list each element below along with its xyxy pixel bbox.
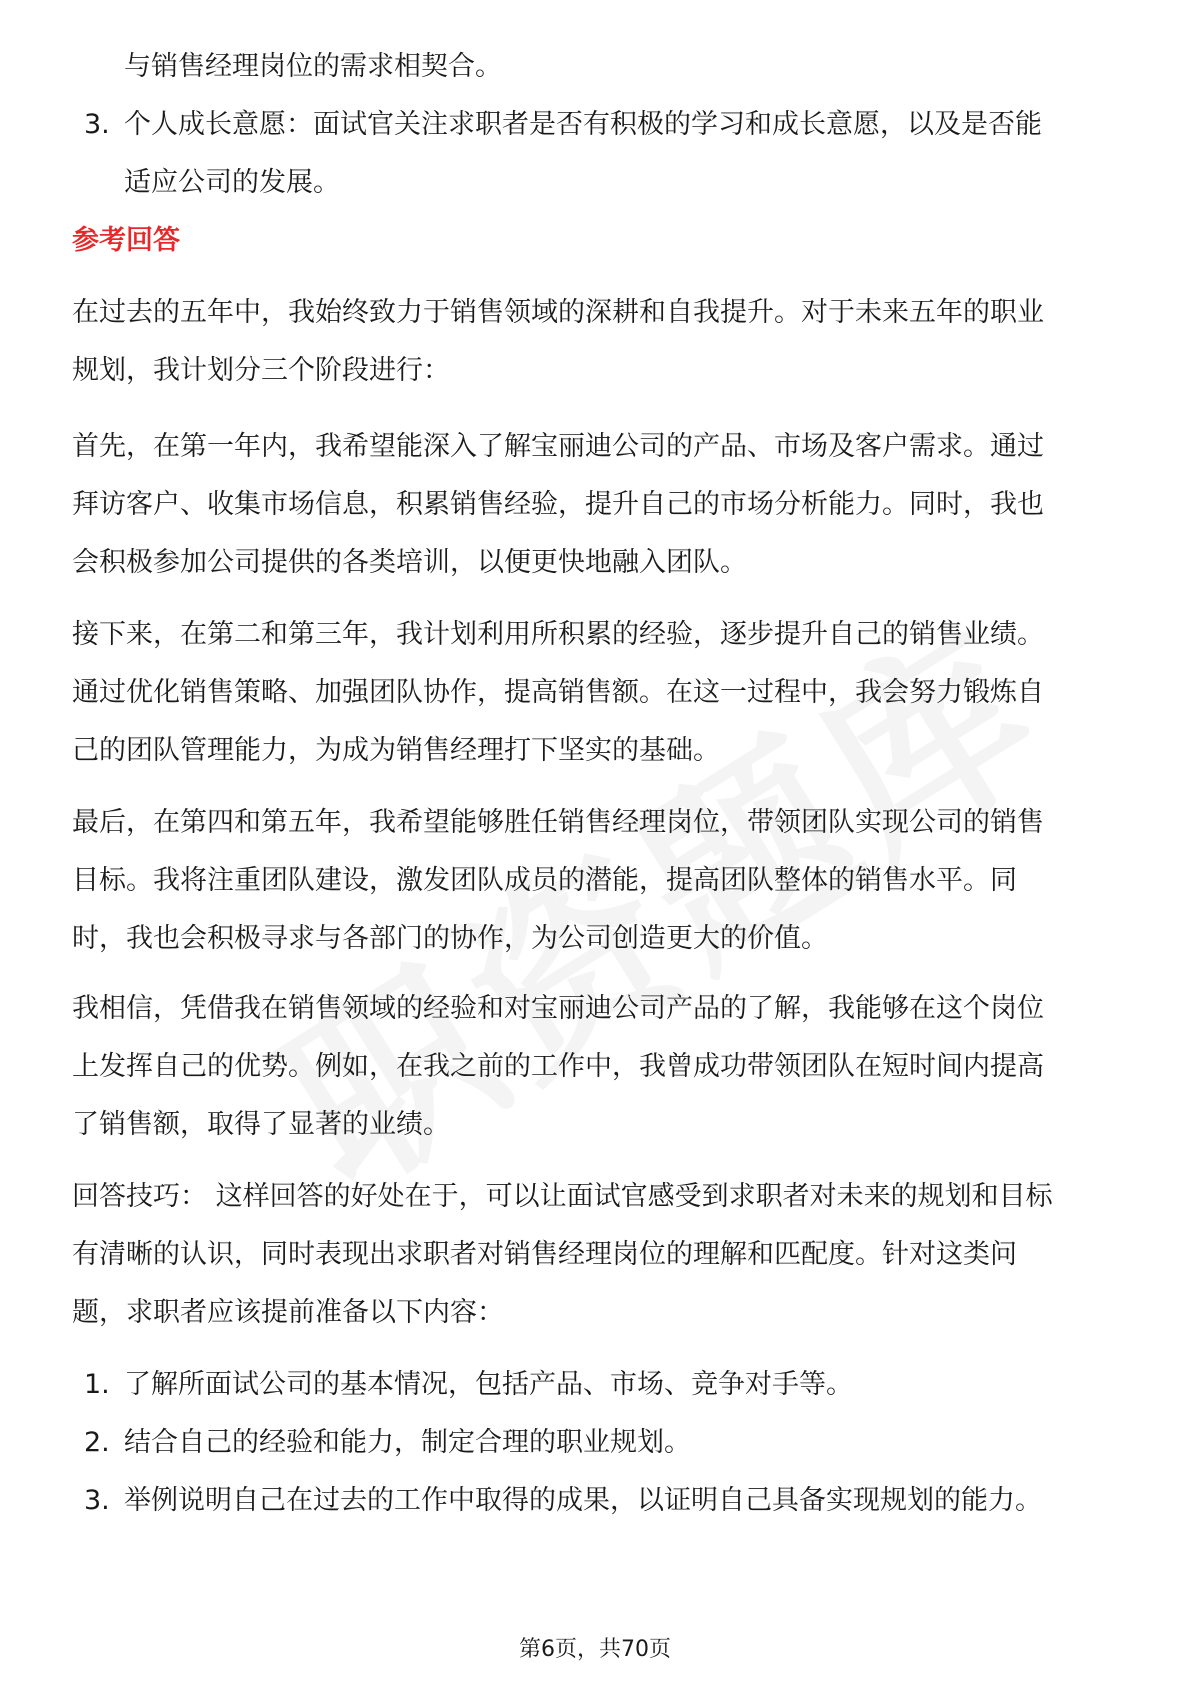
- list-text: 个人成长意愿：面试官关注求职者是否有积极的学习和成长意愿，以及是否能: [124, 109, 1042, 140]
- list-item-continuation: 与销售经理岗位的需求相契合。: [124, 51, 502, 82]
- paragraph-line: 会积极参加公司提供的各类培训，以便更快地融入团队。: [72, 547, 747, 578]
- list-item: [72, 1356, 1042, 1414]
- list-item: [72, 1472, 1042, 1530]
- page-footer: 第6页，共70页: [519, 1637, 671, 1662]
- paragraph-2: [72, 418, 1044, 592]
- list-item: [72, 96, 1132, 154]
- paragraph-6: [72, 1168, 1053, 1342]
- list-item: [72, 1414, 1042, 1472]
- paragraph-line: 首先，在第一年内，我希望能深入了解宝丽迪公司的产品、市场及客户需求。通过: [72, 431, 1044, 462]
- paragraph-line: 题，求职者应该提前准备以下内容：: [72, 1297, 504, 1328]
- paragraph-4: [72, 794, 1044, 968]
- intro-block: [72, 38, 1132, 212]
- paragraph-line: 我相信，凭借我在销售领域的经验和对宝丽迪公司产品的了解，我能够在这个岗位: [72, 993, 1044, 1024]
- list-number: 2.: [84, 1427, 110, 1458]
- paragraph-line: 回答技巧： 这样回答的好处在于，可以让面试官感受到求职者对未来的规划和目标: [72, 1181, 1053, 1212]
- list-item-continuation: 适应公司的发展。: [124, 167, 340, 198]
- paragraph-line: 最后，在第四和第五年，我希望能够胜任销售经理岗位，带领团队实现公司的销售: [72, 807, 1044, 838]
- paragraph-line: 目标。我将注重团队建设，激发团队成员的潜能，提高团队整体的销售水平。同: [72, 865, 1017, 896]
- paragraph-line: 己的团队管理能力，为成为销售经理打下坚实的基础。: [72, 735, 720, 766]
- paragraph-3: [72, 606, 1044, 780]
- section-heading: [72, 212, 180, 270]
- list-number: 3.: [84, 109, 110, 140]
- paragraph-line: 了销售额，取得了显著的业绩。: [72, 1109, 450, 1140]
- list-number: 3.: [84, 1485, 110, 1516]
- paragraph-line: 通过优化销售策略、加强团队协作，提高销售额。在这一过程中，我会努力锻炼自: [72, 677, 1044, 708]
- paragraph-line: 上发挥自己的优势。例如，在我之前的工作中，我曾成功带领团队在短时间内提高: [72, 1051, 1044, 1082]
- list-text: 举例说明自己在过去的工作中取得的成果，以证明自己具备实现规划的能力。: [124, 1485, 1042, 1516]
- list-text: 了解所面试公司的基本情况，包括产品、市场、竞争对手等。: [124, 1369, 853, 1400]
- paragraph-line: 规划，我计划分三个阶段进行：: [72, 355, 450, 386]
- paragraph-line: 在过去的五年中，我始终致力于销售领域的深耕和自我提升。对于未来五年的职业: [72, 297, 1044, 328]
- paragraph-line: 有清晰的认识，同时表现出求职者对销售经理岗位的理解和匹配度。针对这类问: [72, 1239, 1017, 1270]
- paragraph-line: 接下来，在第二和第三年，我计划利用所积累的经验，逐步提升自己的销售业绩。: [72, 619, 1044, 650]
- paragraph-5: [72, 980, 1044, 1154]
- heading-text: 参考回答: [72, 225, 180, 256]
- list-text: 结合自己的经验和能力，制定合理的职业规划。: [124, 1427, 691, 1458]
- tips-list: [72, 1356, 1042, 1530]
- paragraph-line: 时，我也会积极寻求与各部门的协作，为公司创造更大的价值。: [72, 923, 828, 954]
- list-number: 1.: [84, 1369, 110, 1400]
- paragraph-1: [72, 284, 1044, 400]
- paragraph-line: 拜访客户、收集市场信息，积累销售经验，提升自己的市场分析能力。同时，我也: [72, 489, 1044, 520]
